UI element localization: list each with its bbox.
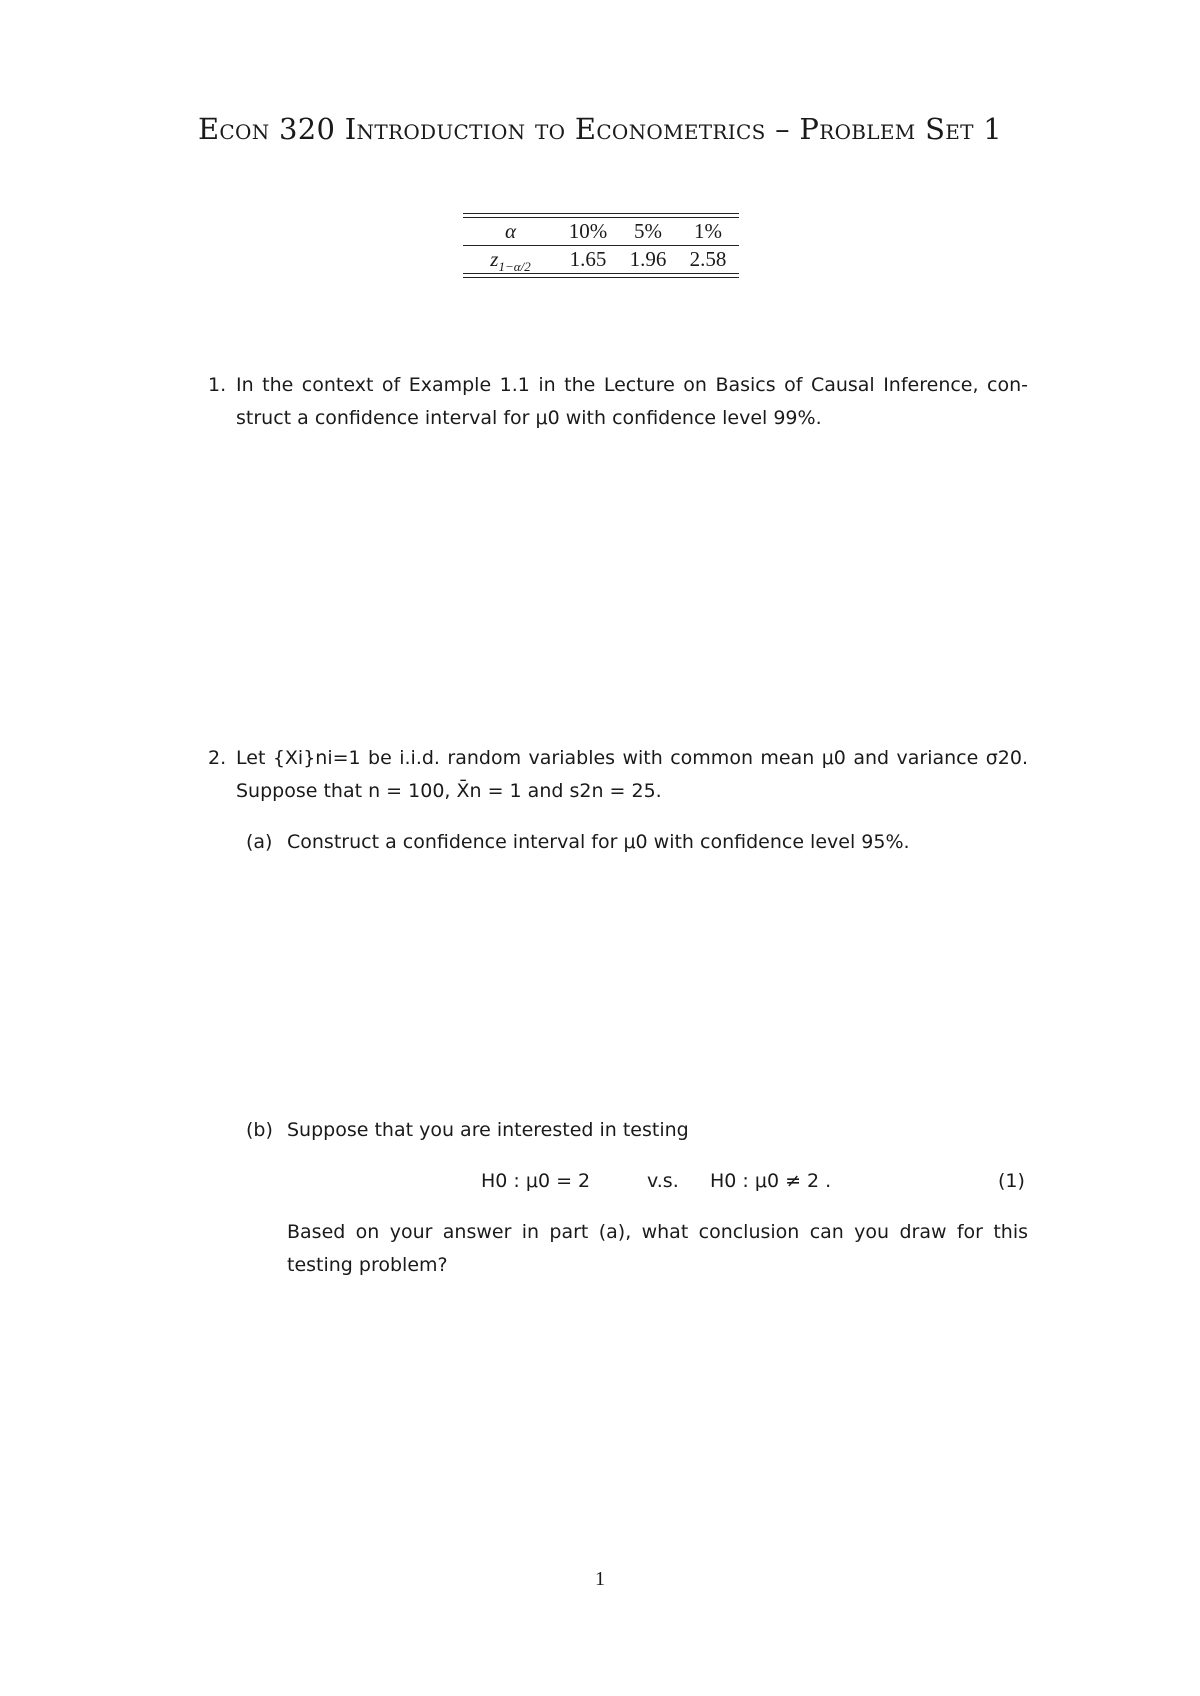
problem-line: struct a confidence interval for μ0 with confidence level 99%. (236, 407, 822, 429)
problem-line: Based on your answer in part (a), what conclusion can you draw for this (287, 1221, 1028, 1243)
page-title: Econ 320 Introduction to Econometrics – Problem Set 1 (197, 112, 1003, 146)
problem-number: 2. (208, 747, 227, 769)
table-cell: 1% (694, 219, 722, 243)
part-a-label: (a) (246, 831, 273, 853)
table-cell-z-label: $z_{1-\alpha/2}$ (490, 247, 531, 275)
part-b-label: (b) (246, 1119, 273, 1141)
part-b-question (287, 1216, 1028, 1282)
problem-text (236, 742, 1028, 808)
part-b-text: Suppose that you are interested in testing (287, 1119, 689, 1141)
part-a-text: Construct a confidence interval for μ0 with confidence level 95%. (287, 831, 910, 853)
table-cell: 5% (634, 219, 662, 243)
page-number: 1 (595, 1568, 605, 1590)
table-row-alpha (463, 218, 739, 245)
problem-1 (208, 369, 1028, 439)
table-cell: 2.58 (689, 247, 727, 271)
table-cell-alpha-label: α (504, 219, 517, 243)
problem-line: testing problem? (287, 1254, 448, 1276)
problem-2 (208, 742, 1028, 812)
problem-line: Let {Xi}ni=1 be i.i.d. random variables with common mean μ0 and variance σ20. (236, 747, 1028, 769)
problem-line: Suppose that n = 100, X̄n = 1 and s2n = 25. (236, 780, 662, 802)
table-row-z (463, 246, 739, 273)
problem-number: 1. (208, 374, 227, 396)
equation-alternative-hypothesis: H0 : μ0 ≠ 2 . (710, 1170, 832, 1192)
table-cell: 1.65 (569, 247, 607, 271)
equation-null-hypothesis: H0 : μ0 = 2 (481, 1170, 591, 1192)
table-cell: 1.96 (629, 247, 667, 271)
problem-text (236, 369, 1028, 435)
critical-value-table (463, 213, 739, 278)
table-cell: 10% (568, 219, 608, 243)
equation-number: (1) (998, 1170, 1025, 1192)
problem-line: In the context of Example 1.1 in the Lecture on Basics of Causal Inference, con- (236, 374, 1028, 396)
equation-vs: v.s. (647, 1170, 679, 1192)
